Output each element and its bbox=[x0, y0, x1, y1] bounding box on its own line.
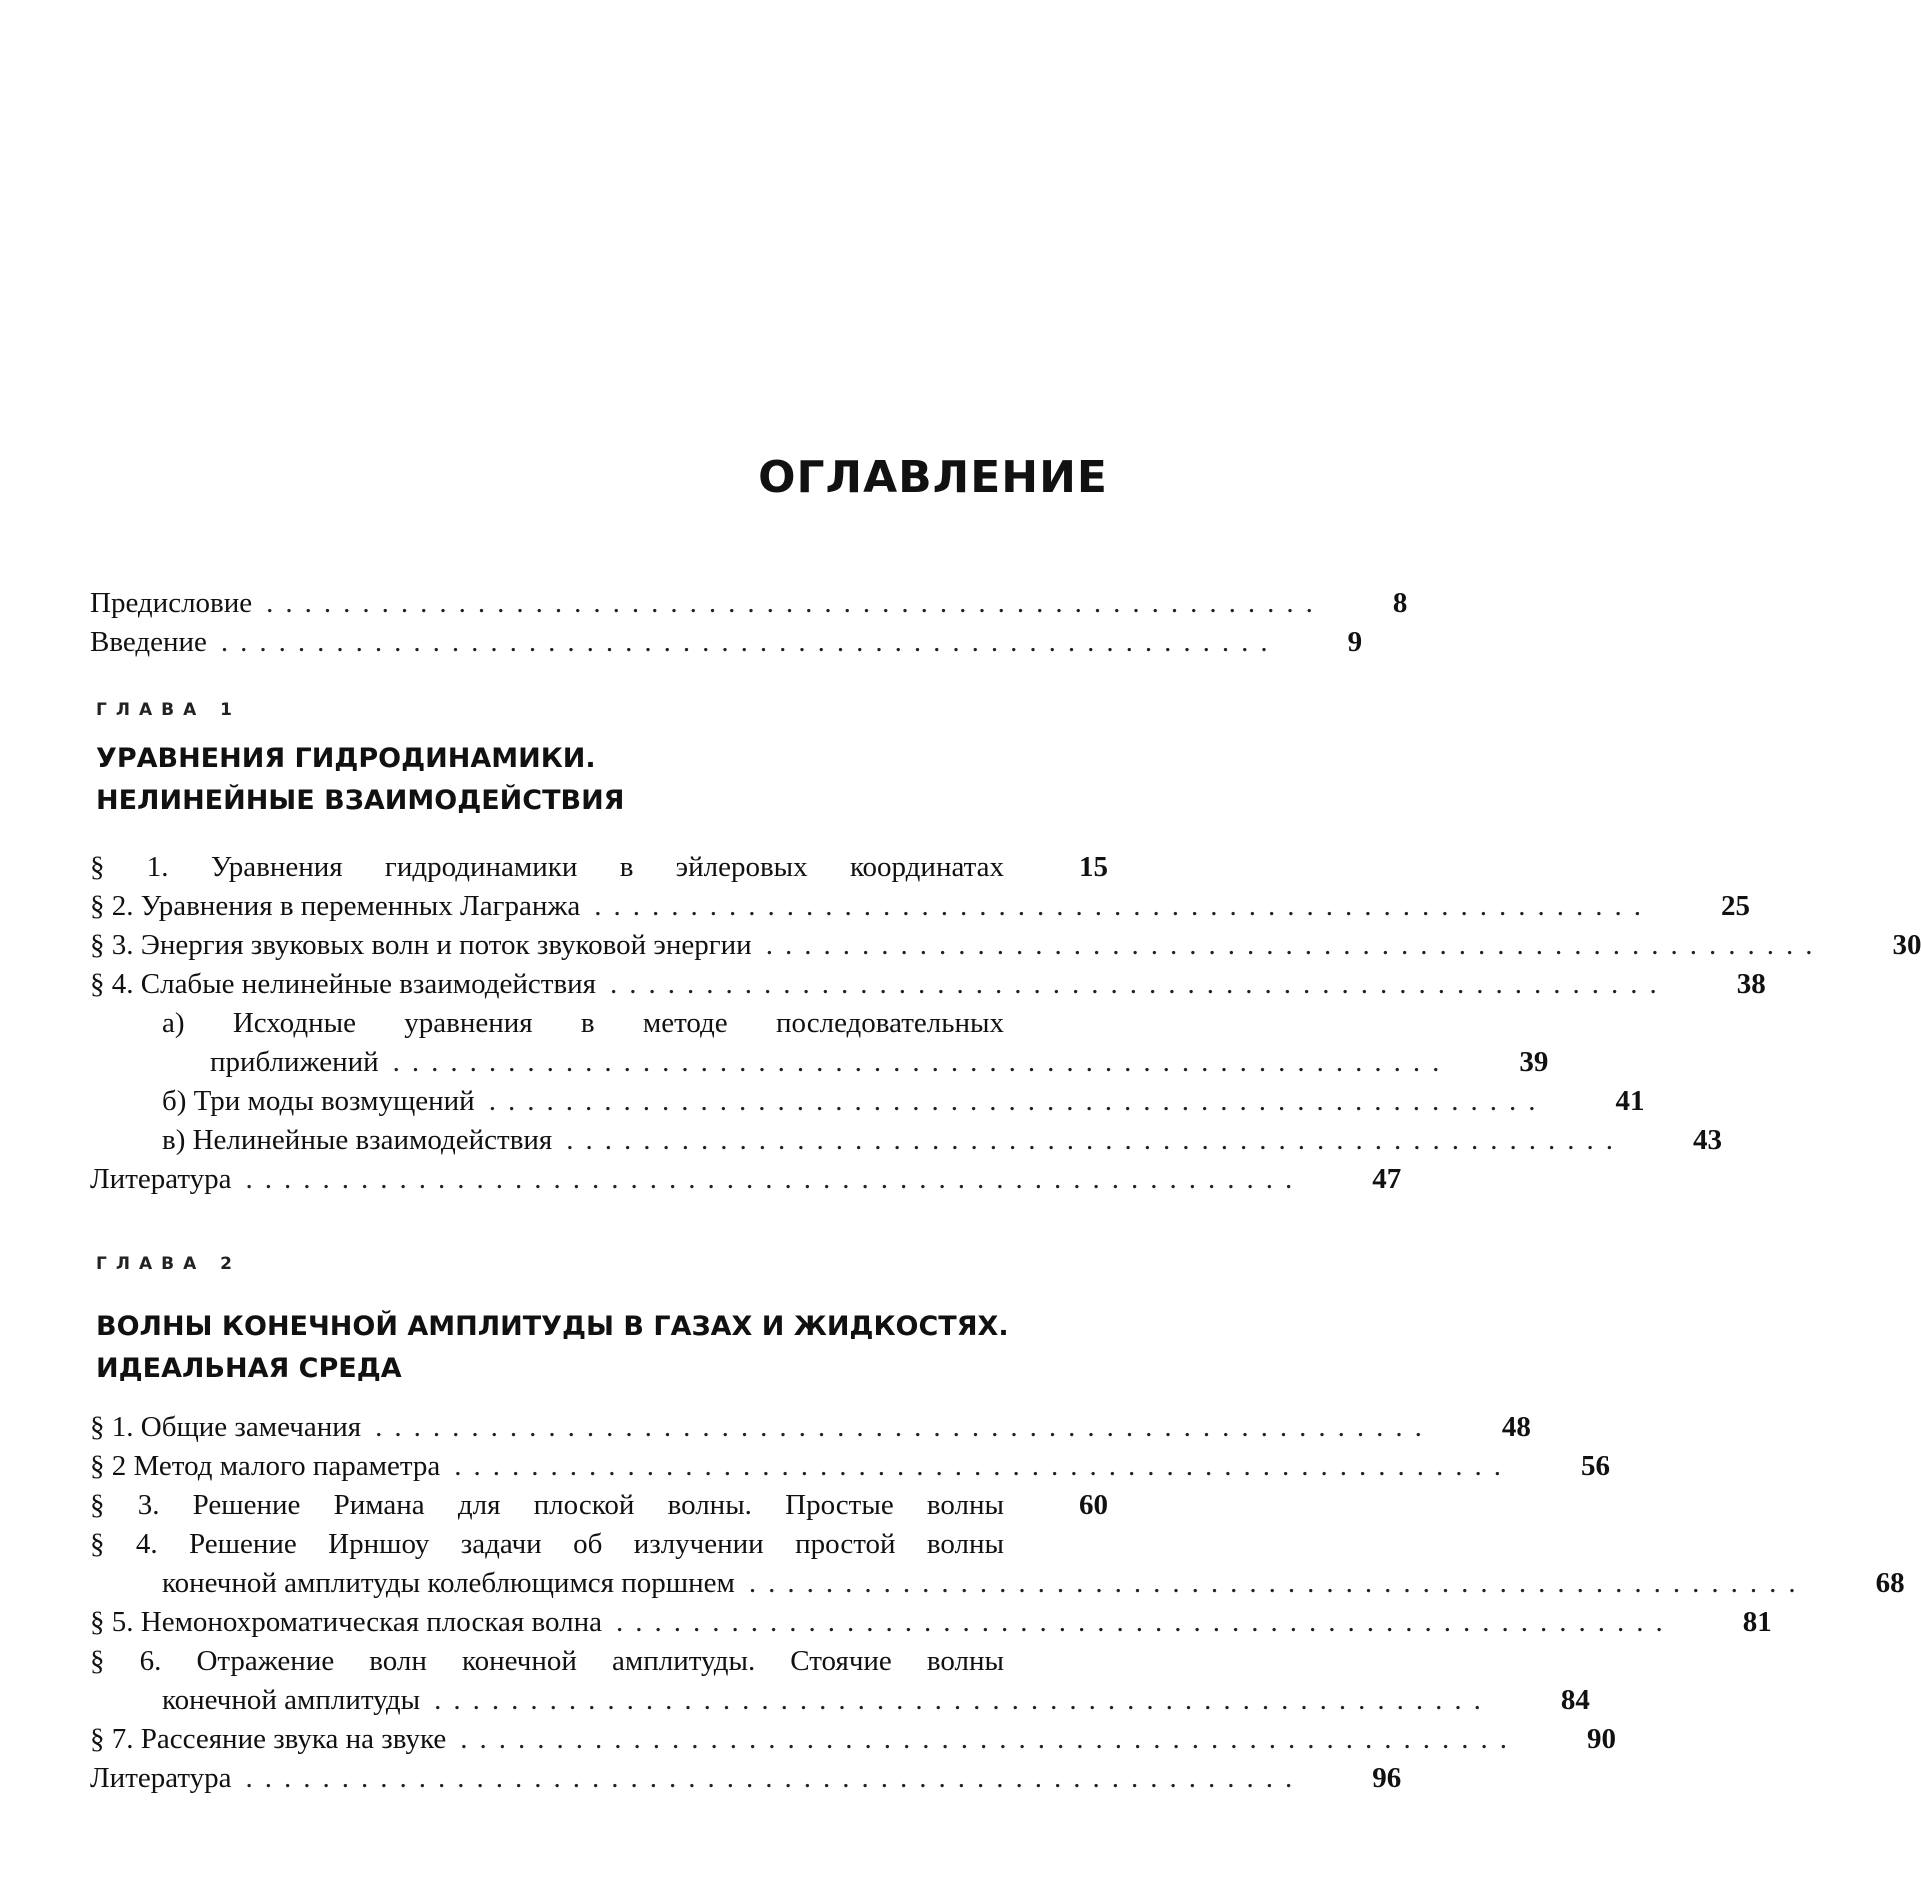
toc-entry-label: б) Три моды возмущений bbox=[162, 1085, 475, 1117]
dot-leader: ....................................................... bbox=[434, 1684, 1493, 1716]
toc-entry[interactable] bbox=[90, 848, 1108, 887]
toc-entry-label: § 2. Уравнения в переменных Лагранжа bbox=[90, 890, 581, 922]
page-title: ОГЛАВЛЕНИЕ bbox=[758, 452, 1108, 503]
toc-page-number: 38 bbox=[1736, 968, 1766, 1000]
toc-page-number: 56 bbox=[1581, 1450, 1611, 1482]
toc-entry-references[interactable] bbox=[90, 1759, 1402, 1798]
chapter-2-entries bbox=[90, 1408, 1905, 1798]
toc-entry-label: § 6. Отражение волн конечной амплитуды. Стоячие волны bbox=[90, 1645, 1004, 1677]
toc-entry-label: приближений bbox=[210, 1046, 379, 1078]
dot-leader: ....................................................... bbox=[245, 1762, 1305, 1794]
chapter-2-title bbox=[96, 1306, 1009, 1390]
dot-leader: ....................................................... bbox=[610, 968, 1669, 1000]
toc-entry-label: Литература bbox=[90, 1163, 232, 1195]
toc-page-number: 90 bbox=[1586, 1723, 1616, 1755]
toc-page-number: 96 bbox=[1372, 1762, 1402, 1794]
dot-leader: ....................................................... bbox=[245, 1163, 1305, 1195]
dot-leader: ....................................................... bbox=[392, 1046, 1452, 1078]
toc-entry-label: § 4. Слабые нелинейные взаимодействия bbox=[90, 968, 597, 1000]
toc-entry[interactable] bbox=[90, 1564, 1905, 1603]
chapter-title-line: ВОЛНЫ КОНЕЧНОЙ АМПЛИТУДЫ В ГАЗАХ И ЖИДКОСТЯХ. bbox=[96, 1311, 1009, 1342]
toc-entry-label: Литература bbox=[90, 1762, 232, 1794]
toc-entry-label: конечной амплитуды bbox=[162, 1684, 421, 1716]
toc-entry[interactable] bbox=[90, 1043, 1549, 1082]
chapter-2-label: ГЛАВА 2 bbox=[96, 1254, 241, 1274]
toc-entry-label: Предисловие bbox=[90, 587, 253, 619]
toc-page-number: 25 bbox=[1721, 890, 1751, 922]
toc-entry-introduction[interactable] bbox=[90, 623, 1363, 662]
toc-entry[interactable] bbox=[90, 1004, 1108, 1043]
toc-entry-label: а) Исходные уравнения в методе последовательных bbox=[162, 1007, 1004, 1039]
toc-page-number: 8 bbox=[1392, 587, 1408, 619]
dot-leader: ....................................................... bbox=[454, 1450, 1514, 1482]
toc-entry[interactable] bbox=[90, 1486, 1108, 1525]
front-matter-list bbox=[90, 584, 1408, 662]
toc-entry[interactable] bbox=[90, 965, 1766, 1004]
toc-entry-label: в) Нелинейные взаимодействия bbox=[162, 1124, 553, 1156]
chapter-title-line: НЕЛИНЕЙНЫЕ ВЗАИМОДЕЙСТВИЯ bbox=[96, 785, 625, 816]
chapter-1-label: ГЛАВА 1 bbox=[96, 700, 241, 720]
toc-entry-label: § 1. Общие замечания bbox=[90, 1411, 362, 1443]
dot-leader: ....................................................... bbox=[375, 1411, 1434, 1443]
toc-entry-label: § 3. Решение Римана для плоской волны. Простые волны bbox=[90, 1489, 1004, 1521]
toc-entry-label: конечной амплитуды колеблющимся поршнем bbox=[162, 1567, 735, 1599]
dot-leader: ....................................................... bbox=[594, 890, 1654, 922]
toc-entry-references[interactable] bbox=[90, 1160, 1402, 1199]
chapter-1-entries bbox=[90, 848, 1921, 1199]
chapter-title-line: ИДЕАЛЬНАЯ СРЕДА bbox=[96, 1353, 402, 1384]
toc-entry[interactable] bbox=[90, 1121, 1722, 1160]
toc-entry[interactable] bbox=[90, 1681, 1590, 1720]
toc-page-number: 30 bbox=[1892, 929, 1921, 961]
toc-entry-label: § 4. Решение Ирншоу задачи об излучении простой волны bbox=[90, 1528, 1004, 1560]
toc-page-number: 81 bbox=[1742, 1606, 1772, 1638]
toc-entry[interactable] bbox=[90, 1082, 1645, 1121]
toc-page-number: 47 bbox=[1372, 1163, 1402, 1195]
toc-page-number: 43 bbox=[1693, 1124, 1722, 1156]
toc-entry-preface[interactable] bbox=[90, 584, 1408, 623]
chapter-1-title bbox=[96, 738, 624, 822]
toc-page-number: 15 bbox=[1079, 851, 1108, 883]
dot-leader: ....................................................... bbox=[615, 1606, 1675, 1638]
dot-leader: ....................................................... bbox=[765, 929, 1825, 961]
toc-page-number: 84 bbox=[1560, 1684, 1590, 1716]
toc-entry[interactable] bbox=[90, 1408, 1531, 1447]
toc-page-number: 68 bbox=[1875, 1567, 1905, 1599]
toc-entry-label: Введение bbox=[90, 626, 207, 658]
toc-entry[interactable] bbox=[90, 1447, 1611, 1486]
toc-entry[interactable] bbox=[90, 1603, 1772, 1642]
toc-page-number: 60 bbox=[1079, 1489, 1108, 1521]
toc-entry-label: § 7. Рассеяние звука на звуке bbox=[90, 1723, 447, 1755]
dot-leader: ....................................................... bbox=[566, 1124, 1625, 1156]
toc-page-number: 41 bbox=[1615, 1085, 1645, 1117]
toc-entry-label: § 2 Метод малого параметра bbox=[90, 1450, 441, 1482]
dot-leader: ....................................................... bbox=[266, 587, 1325, 619]
toc-entry[interactable] bbox=[90, 1642, 1108, 1681]
toc-entry-label: § 3. Энергия звуковых волн и поток звуковой энергии bbox=[90, 929, 752, 961]
toc-page-number: 48 bbox=[1501, 1411, 1531, 1443]
dot-leader: ....................................................... bbox=[460, 1723, 1519, 1755]
dot-leader: ....................................................... bbox=[488, 1085, 1548, 1117]
toc-entry[interactable] bbox=[90, 887, 1751, 926]
toc-page-number: 39 bbox=[1519, 1046, 1549, 1078]
dot-leader: ....................................................... bbox=[748, 1567, 1808, 1599]
chapter-title-line: УРАВНЕНИЯ ГИДРОДИНАМИКИ. bbox=[96, 743, 596, 774]
toc-entry[interactable] bbox=[90, 926, 1921, 965]
toc-entry-label: § 1. Уравнения гидродинамики в эйлеровых координатах bbox=[90, 851, 1004, 883]
toc-entry[interactable] bbox=[90, 1525, 1108, 1564]
toc-entry-label: § 5. Немонохроматическая плоская волна bbox=[90, 1606, 602, 1638]
toc-page-number: 9 bbox=[1347, 626, 1363, 658]
toc-entry[interactable] bbox=[90, 1720, 1616, 1759]
dot-leader: ....................................................... bbox=[220, 626, 1280, 658]
